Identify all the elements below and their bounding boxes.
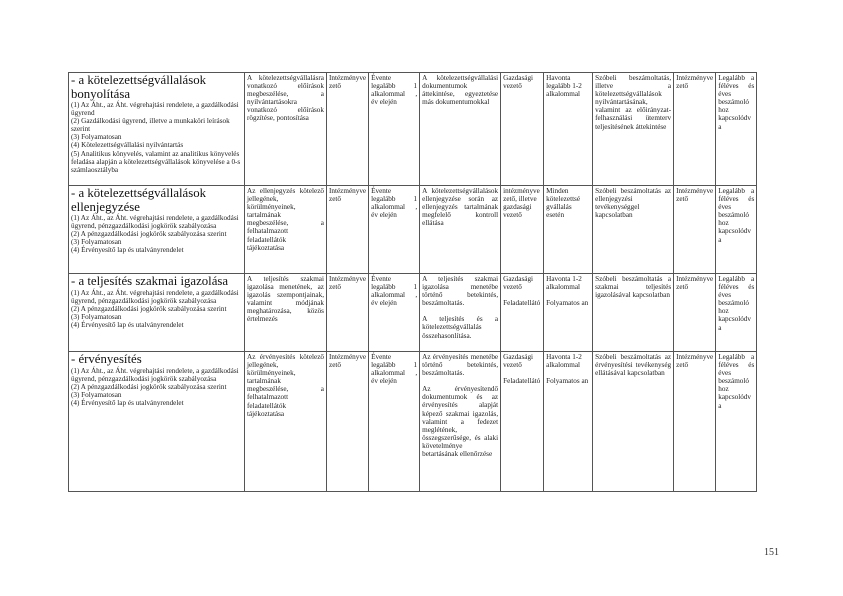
process-step-item: (4) Kötelezettségvállalási nyilvántartás: [71, 141, 184, 150]
reporting-responsible-cell: [674, 73, 716, 186]
reporting-responsible-text: Intézményve zető: [676, 275, 714, 292]
responsible-text: Intézményve zető: [329, 275, 367, 292]
monitoring-activity-cell: [420, 73, 501, 186]
spacer: [546, 291, 590, 299]
reporting-text: Szóbeli beszámoltatás, illetve a kötelezettségvállalások nyilvántartásának, valamint az előirányzat-felhasználási ütemterv teljesítésének áttekintése: [595, 74, 672, 131]
monitoring-responsible-cell: [501, 186, 544, 274]
monitoring-activity-text: Az érvényesítés menetébe történő betekintés, beszámoltatás.: [422, 353, 499, 378]
responsible-cell: [327, 73, 369, 186]
frequency-text: Évente legalább 1 alkalommal , év elején: [371, 275, 418, 308]
reporting-text: Szóbeli beszámoltatás az ellenjegyzési tevékenységgel kapcsolatban: [595, 187, 672, 220]
reporting-frequency-text: Legalább a féléves és éves beszámoló hoz kapcsolódv a: [718, 275, 755, 332]
process-step-heading: - a kötelezettségvállalások ellenjegyzése: [71, 186, 207, 214]
reporting-text: Szóbeli beszámoltatás az érvényesítési tevékenység ellátásával kapcsolatban: [595, 353, 672, 378]
table-row: [69, 274, 757, 352]
process-step-item: (1) Az Áht., az Áht. végrehajtási rendelete, a gazdálkodási ügyrend, pénzgazdálkodási jogkörök szabályozása: [71, 214, 239, 231]
monitoring-frequency-cell: [544, 186, 593, 274]
monitoring-frequency-cell: [544, 352, 593, 492]
process-step-heading: - a teljesítés szakmai igazolása: [71, 274, 229, 288]
control-activity-text: A kötelezettségvállalásra vonatkozó előírások megbeszélése, a nyilvántartásokra vonatkozó előírások rögzítése, pontosítása: [247, 74, 324, 123]
monitoring-activity-text: A teljesítés és a kötelezettségvállalás összehasonlítása.: [422, 315, 499, 340]
process-step-item: (2) A pénzgazdálkodási jogkörök szabályozása szerint: [71, 230, 227, 239]
process-step-item: (5) Analitikus könyvelés, valamint az analitikus könyvelés feladása alapján a kötelezettségvállalások könyvelése a 0-s számlaosztályba: [71, 149, 241, 174]
monitoring-activity-cell: [420, 274, 501, 352]
reporting-responsible-text: Intézményve zető: [676, 74, 714, 91]
process-step-cell: [69, 73, 245, 186]
control-table: [68, 72, 757, 492]
frequency-cell: [369, 73, 420, 186]
reporting-frequency-cell: [716, 73, 757, 186]
control-activity-text: Az érvényesítés kötelező jellegének, körülményeinek, tartalmának megbeszélése, a felhatalmazott feladatellátók tájékoztatása: [247, 353, 324, 418]
frequency-text: Évente legalább 1 alkalommal , év elején: [371, 74, 418, 107]
process-step-item: (4) Érvényesítő lap és utalványrendelet: [71, 398, 184, 407]
monitoring-activity-cell: [420, 352, 501, 492]
monitoring-frequency-text: Havonta 1-2 alkalommal: [546, 353, 582, 370]
process-step-item: (2) A pénzgazdálkodási jogkörök szabályozása szerint: [71, 382, 227, 391]
reporting-responsible-text: Intézményve zető: [676, 187, 714, 204]
process-step-item: (3) Folyamatosan: [71, 133, 122, 142]
responsible-cell: [327, 186, 369, 274]
monitoring-activity-text: A kötelezettségvállalások ellenjegyzése során az ellenjegyzés tartalmának megfelelő kontroll ellátása: [422, 187, 499, 228]
reporting-frequency-text: Legalább a féléves és éves beszámoló hoz kapcsolódv a: [718, 74, 755, 131]
monitoring-frequency-cell: [544, 73, 593, 186]
reporting-responsible-text: Intézményve zető: [676, 353, 714, 370]
spacer: [546, 369, 590, 377]
responsible-text: Intézményve zető: [329, 74, 367, 91]
control-activity-text: A teljesítés szakmai igazolása menetének, az igazolás szempontjainak, valamint módjának meghatározása, közös értelmezés: [247, 275, 324, 324]
process-step-item: (3) Folyamatosan: [71, 390, 122, 399]
frequency-cell: [369, 274, 420, 352]
table-row: [69, 352, 757, 492]
control-activity-cell: [245, 73, 327, 186]
table-row: [69, 186, 757, 274]
monitoring-activity-text: A teljesítés szakmai igazolása menetébe történő betekintés, beszámoltatás.: [422, 275, 499, 308]
reporting-cell: [593, 73, 674, 186]
monitoring-responsible-text: Gazdasági vezető: [503, 74, 534, 91]
process-step-item: (2) Gazdálkodási ügyrend, illetve a munkaköri leírások szerint: [71, 117, 230, 134]
process-step-item: (1) Az Áht., az Áht. végrehajtási rendelete, a gazdálkodási ügyrend: [71, 101, 239, 118]
process-step-item: (4) Érvényesítő lap és utalványrendelet: [71, 246, 184, 255]
control-activity-cell: [245, 186, 327, 274]
spacer: [503, 369, 541, 377]
reporting-responsible-cell: [674, 274, 716, 352]
process-step-heading: - érvényesítés: [71, 352, 142, 366]
process-step-item: (1) Az Áht., az Áht. végrehajtási rendelete, a gazdálkodási ügyrend, pénzgazdálkodási jogkörök szabályozása: [71, 366, 239, 383]
monitoring-responsible-cell: [501, 73, 544, 186]
process-step-cell: [69, 186, 245, 274]
reporting-responsible-cell: [674, 352, 716, 492]
process-step-item: (3) Folyamatosan: [71, 238, 122, 247]
reporting-cell: [593, 186, 674, 274]
reporting-text: Szóbeli beszámoltatás a szakmai teljesítés igazolásával kapcsolatban: [595, 275, 672, 300]
monitoring-activity-text: Az érvényesítendő dokumentumok és az érvényesítés alapját képező szakmai igazolás, valamint a fedezet meglétének, összegszerűsége, és alaki követelménye betartásának ellenőrzése: [422, 385, 499, 459]
monitoring-responsible-text: Feladatellátó: [503, 299, 541, 308]
process-step-heading: - a kötelezettségvállalások bonyolítása: [71, 73, 207, 101]
process-step-cell: [69, 274, 245, 352]
reporting-cell: [593, 274, 674, 352]
monitoring-frequency-cell: [544, 274, 593, 352]
responsible-text: Intézményve zető: [329, 353, 367, 370]
monitoring-frequency-text: Minden kötelezettsé gvállalás esetén: [546, 187, 581, 220]
reporting-cell: [593, 352, 674, 492]
reporting-frequency-cell: [716, 274, 757, 352]
control-activity-cell: [245, 352, 327, 492]
monitoring-frequency-text: Havonta 1-2 alkalommal: [546, 275, 582, 292]
control-activity-text: Az ellenjegyzés kötelező jellegének, körülményeinek, tartalmának megbeszélése, a felhatalmazott feladatellátók tájékoztatása: [247, 187, 324, 252]
process-step-item: (1) Az Áht., az Áht. végrehajtási rendelete, a gazdálkodási ügyrend, pénzgazdálkodási jogkörök szabályozása: [71, 288, 239, 305]
monitoring-responsible-cell: [501, 274, 544, 352]
frequency-cell: [369, 186, 420, 274]
table-row: [69, 73, 757, 186]
reporting-frequency-cell: [716, 352, 757, 492]
process-step-item: (3) Folyamatosan: [71, 312, 122, 321]
monitoring-responsible-text: Gazdasági vezető: [503, 275, 534, 292]
monitoring-activity-text: A kötelezettségvállalási dokumentumok áttekintése, egyeztetése más dokumentumokkal: [422, 74, 499, 107]
reporting-frequency-cell: [716, 186, 757, 274]
monitoring-frequency-text: Havonta legalább 1-2 alkalommal: [546, 74, 582, 99]
monitoring-frequency-text: Folyamatos an: [546, 377, 589, 386]
spacer: [422, 307, 498, 315]
process-step-item: (4) Érvényesítő lap és utalványrendelet: [71, 320, 184, 329]
spacer: [503, 291, 541, 299]
spacer: [422, 377, 498, 385]
responsible-cell: [327, 274, 369, 352]
reporting-frequency-text: Legalább a féléves és éves beszámoló hoz kapcsolódv a: [718, 353, 755, 410]
monitoring-responsible-text: Feladatellátó: [503, 377, 541, 386]
monitoring-activity-cell: [420, 186, 501, 274]
responsible-cell: [327, 352, 369, 492]
frequency-text: Évente legalább 1 alkalommal , év elején: [371, 187, 418, 220]
monitoring-frequency-text: Folyamatos an: [546, 299, 589, 308]
process-step-item: (2) A pénzgazdálkodási jogkörök szabályozása szerint: [71, 304, 227, 313]
monitoring-responsible-text: Gazdasági vezető: [503, 353, 534, 370]
control-activity-cell: [245, 274, 327, 352]
frequency-cell: [369, 352, 420, 492]
monitoring-responsible-text: intézményve zető, illetve gazdasági vezető: [503, 187, 540, 220]
reporting-frequency-text: Legalább a féléves és éves beszámoló hoz kapcsolódv a: [718, 187, 755, 244]
reporting-responsible-cell: [674, 186, 716, 274]
monitoring-responsible-cell: [501, 352, 544, 492]
process-step-cell: [69, 352, 245, 492]
page-number: 151: [764, 547, 779, 558]
frequency-text: Évente legalább 1 alkalommal , év elején: [371, 353, 418, 386]
responsible-text: Intézményve zető: [329, 187, 367, 204]
